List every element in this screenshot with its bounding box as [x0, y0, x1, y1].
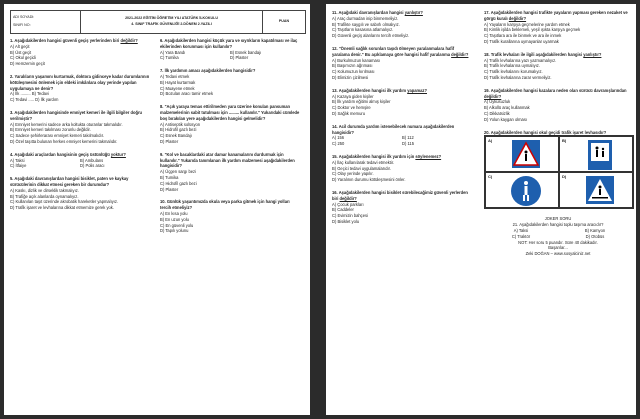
question-number: 18. — [484, 51, 490, 57]
answer-option: D) Elimizin çizilmesi — [332, 74, 369, 80]
answer-option: C) Muayene etmek — [160, 85, 195, 91]
question-stem: Yaralıların yaşamını kurtarmak, doktora gidinceye kadar durumlarının kötüleşmesini önlemek için eldeki imkânlara olay yerinde yapılan uygulamaya ne denir? — [10, 73, 150, 91]
answer-option: C) Hidrofil gazlı bezi — [160, 180, 197, 186]
answer-option: C) Sadece şehirlerarası emniyet kemeri takılmalıdır. — [10, 133, 104, 139]
question-number: 13. — [332, 87, 338, 93]
question — [160, 38, 300, 61]
answer-option: D) Trafik levhalarına zarar vermeliyiz. — [484, 74, 552, 80]
answer-option: A) Antiseptik solüsyon — [160, 121, 201, 127]
answer-option: D) Trafik işaret ve levhalarına dikkat etmemize gerek yok. — [10, 205, 114, 211]
question-emphasis: okul geçidi — [538, 129, 561, 135]
answer-option: A) Burkulmuzun kanaması — [332, 57, 381, 63]
answer-option: C) Okul geçidi — [10, 55, 36, 61]
question — [484, 130, 632, 210]
answer-option: B) Trafikte saygılı ve sabırlı olmalıyız. — [332, 21, 400, 27]
question — [332, 124, 472, 147]
school-sign-icon — [580, 138, 620, 172]
question-text — [484, 88, 632, 100]
question — [10, 110, 150, 145]
question — [160, 104, 300, 145]
question-emphasis: yanlıştır? — [404, 10, 423, 15]
answer-options-grid — [10, 158, 150, 170]
question-stem: Aşağıdakilerden hangisi küçük yara ve sıyrıkların kapatılması ve ilaç ekilerinden korunması için kullanılır? — [160, 38, 298, 49]
answer-option: C) En güvenli yolu — [160, 222, 194, 228]
question — [10, 38, 150, 67]
question-column-3 — [332, 10, 472, 232]
answer-option: C) Olay yerinde yapılır. — [332, 171, 374, 177]
good-luck-text: Başarılar... — [548, 245, 568, 251]
question-column-2 — [160, 38, 300, 241]
answer-option: A) İlk ......... B) Tedavi — [10, 91, 49, 97]
exam-page-right — [326, 4, 636, 415]
question-emphasis: değildir? — [508, 15, 527, 21]
pedestrian-path-sign-icon — [506, 174, 546, 208]
question-text — [10, 74, 150, 91]
question-text — [332, 46, 472, 58]
sign-option-label: A) — [488, 138, 493, 144]
answer-option: D) Yolun kaygan olması — [484, 116, 528, 122]
answer-option: D) 115 — [402, 141, 414, 147]
question-stem: Aşağıdakilerden hangisi ilk yardım — [338, 87, 407, 93]
question — [160, 152, 300, 193]
answer-options-grid — [332, 135, 472, 147]
question-number: 7. — [160, 68, 164, 74]
question-text — [10, 176, 150, 188]
answer-option: B) Kimlik işilda beklemeli, yeşil ışıkta karşıya geçmek — [484, 27, 581, 33]
answer-option: A) Emniyet kemerini sadece arka koltukta oturanlar takmalıdır. — [10, 121, 123, 127]
exam-title-line2: 4. SINIF TRAFİK GÜVENLİĞİ 2.DÖNEM 2.YAZILI — [131, 22, 212, 26]
question-text — [160, 152, 300, 169]
question-number: 2. — [10, 73, 14, 79]
answer-option: D) Özel taşıtta bulunan herkes emniyet kemerini takmalıdır. — [10, 138, 118, 144]
question-stem: Aşağıdakilerden hangisi kazalara neden olan sürücü davranışlarından — [490, 87, 627, 93]
answer-option: D) Sağlık memuru — [332, 110, 365, 116]
answer-option: A) Trafik levhalarına yazı yazmamalıyız. — [484, 57, 557, 63]
question-number: 8. — [160, 104, 164, 110]
answer-option: B) Trafiğe açık alanlarda oynamalıyız. — [10, 193, 79, 199]
question-emphasis: yapamaz? — [407, 87, 427, 93]
answer-option: A) Uykusuzluk — [484, 99, 511, 105]
question-number: 5. — [10, 176, 14, 182]
question — [332, 88, 472, 117]
answer-option: C) Esnek Bandajı — [160, 133, 192, 139]
question-emphasis: söylenemez? — [415, 153, 442, 159]
question-number: 6. — [160, 38, 164, 43]
exam-page-left — [4, 4, 310, 415]
question-column-4 — [484, 10, 632, 257]
pedestrian-crossing-sign-icon — [506, 138, 546, 172]
answer-option: A) Kaskı, dizlik ve dirseklik takmalıyız. — [10, 187, 79, 193]
question-stem: Aşağıdakilerden hangisi ilk yardım için — [338, 153, 415, 159]
joker-options — [484, 228, 632, 240]
answer-option: A) En kısa yolu — [160, 210, 188, 216]
answer-option: C) Traktör — [511, 233, 531, 239]
question-stem: Aşağıdaki araçlardan hangisinin geçiş üstünlüğü — [14, 151, 110, 157]
answer-option: B) Alkollü araç kullanmak — [484, 105, 530, 111]
traffic-sign-cell — [559, 172, 633, 208]
question-text — [160, 199, 300, 211]
answer-option: D) Tapılı yolunu — [160, 228, 189, 234]
crosswalk-sign-icon — [580, 174, 620, 208]
exam-header — [10, 10, 306, 34]
question-tail: trafik işaret levhasıdır? — [561, 129, 607, 135]
answer-option: B) İlk yardım eğitimi almış kişiler — [332, 99, 391, 105]
exam-note: NOT: Her soru 5 puandır. Süre 40 dakikadır. — [518, 239, 598, 245]
question-stem: Aşağıdakilerden hangisi bisiklet sürebilecağimiz güvenli yerlerden biri — [332, 189, 468, 201]
question-stem: "Önemli sağlık sorunları taşıdı ölmeyen yaralanmalara hafif yaralama denir." Bu açıklamaya göre hangisi hafif yaralanma — [332, 45, 455, 57]
question-number: 20. — [484, 129, 490, 135]
answer-option: A) Çocuk parkları — [332, 201, 364, 207]
question — [10, 74, 150, 103]
answer-option: D) Trafik kurallarına uymayanlar uyarmak — [484, 38, 559, 44]
question-text — [10, 38, 150, 44]
answer-option: D) Bozulan aracı tamir etmek — [160, 91, 214, 97]
answer-option: D) Polis aracı — [80, 163, 105, 169]
answer-option: B) En uzun yolu — [160, 216, 189, 222]
joker-title: JOKER SORU — [544, 216, 572, 222]
answer-option: A) Taksi — [513, 227, 529, 233]
traffic-sign-cell — [559, 136, 633, 172]
question — [332, 10, 472, 39]
answer-option: D) Otobüs — [585, 233, 605, 239]
answer-option: D) Hemzemin geçit — [10, 61, 45, 67]
answer-option: A) 156 — [332, 135, 345, 141]
traffic-sign-grid — [484, 135, 634, 209]
answer-option: B) Esnek bandajı — [230, 49, 262, 55]
question-number: 17. — [484, 10, 490, 15]
answer-option: C) Dikkatsizlik — [484, 110, 510, 116]
question-number: 19. — [484, 87, 490, 93]
question-text — [332, 124, 472, 136]
answer-option: A) Kazaya giden kişiler — [332, 93, 374, 99]
question-number: 11. — [332, 10, 338, 15]
answer-option: B) Üst geçit — [10, 49, 32, 55]
joker-question: 21. Aşağıdakilerden hangisi toplu taşıma aracıdır? — [512, 222, 604, 228]
question-emphasis: değildir? — [484, 93, 502, 99]
answer-option: A) Alt geçit — [10, 43, 30, 49]
answer-option: C) Kullanılan taşıt üzerinde akrobatik hareketler yapmalıyız. — [10, 199, 119, 205]
answer-option: C) Evimizin bahçesi — [332, 213, 368, 219]
author-credit: Zeki DOĞAN – www.sosyalciniz.net — [525, 251, 591, 257]
sign-option-label: C) — [488, 174, 493, 180]
answer-option: C) Doktor ve hemşire — [332, 105, 371, 111]
question-stem: Acil durumda yardım istenebilecek numara aşağıdakilerden hangisidir? — [332, 123, 455, 135]
answer-option: C) 250 — [332, 141, 345, 147]
question-stem: Aşağıdakilerden hangisinde emniyet kemeri ile ilgili bilgiler doğru verilmiştir? — [10, 109, 143, 121]
question-stem: Günlük yaşantımızda okula veya parka gitmek için hangi yolları tercih etmeliyiz? — [160, 199, 290, 211]
name-label: ADI SOYADI: — [13, 15, 35, 19]
answer-option: C) Taşıtların kasasına atlamalıyız. — [332, 27, 394, 33]
answer-option: D) Yaralının durumu kötüleşmesini önler. — [332, 177, 406, 183]
question-stem: "Kol ve bacaklardaki atar damar kanamalarını durdurmak için kullanılır." Yukarıda tanımlanan ilk yardım malzemesi aşağıdakilerden hangisidir? — [160, 151, 295, 169]
question-text — [332, 190, 472, 202]
answer-option: A) Tedavi etmek — [160, 73, 190, 79]
question-number: 3. — [10, 109, 14, 115]
question — [332, 154, 472, 183]
question-stem: Aşağıdakilerden hangisi — [490, 129, 538, 135]
question-emphasis: değildir? — [120, 38, 138, 43]
answer-option: D) Güvenli geçiş alanlarını tercih etmeliyiz. — [332, 33, 410, 39]
question — [160, 199, 300, 234]
question-stem: "Açık yaraya temas ettirilmeden yara üzerine konulan pansuman malzemelerinin sabit tutulması için ......... kullanılır." Yukarıdaki cümlede boş bırakılan yere aşağıdakilerden hangisi gelmelidir? — [160, 104, 300, 121]
answer-option: B) Trafik levhalarına uymalıyız. — [484, 63, 540, 69]
question — [484, 10, 632, 45]
question-text — [484, 10, 632, 22]
answer-option: A) Yara Bandı — [160, 49, 186, 55]
answer-options-grid — [160, 50, 300, 62]
answer-option: C) Taşıtlara ara ile binmek ve ara ile inmek — [484, 33, 562, 39]
exam-title-box — [81, 11, 263, 33]
question — [332, 190, 472, 225]
question-text — [160, 104, 300, 121]
sign-option-label: B) — [562, 138, 567, 144]
answer-option: B) Geçici tedavi uygulamalarıdır. — [332, 165, 391, 171]
question-stem: Aşağıdaki davranışlardan hangisi bisiklet, paten ve kaykay sürücülerinin dikkat etmesi gereken bir durumdur? — [10, 176, 129, 187]
question-emphasis: değildir? — [451, 51, 469, 57]
answer-option: D) Plaster — [160, 186, 179, 192]
question — [484, 88, 632, 123]
question-emphasis: yoktur? — [110, 151, 126, 157]
question-number: 1. — [10, 38, 14, 43]
answer-option: C) Tedavi ..... D) İlk yardım — [10, 97, 59, 103]
answer-option: B) Başımızın ağrıması — [332, 63, 373, 69]
question-number: 4. — [10, 151, 14, 157]
question-emphasis: değildir? — [339, 195, 357, 201]
answer-option: C) İtfaiye — [10, 163, 27, 169]
answer-option: B) Hayat kurtarmak — [160, 79, 196, 85]
answer-option: B) Emniyet kemeri takılması zorunlu değildir. — [10, 127, 91, 133]
question — [160, 68, 300, 97]
question-stem: Aşağıdakilerden hangisi trafikte yayaların yapması gereken nezaket ve görgü kuralı — [484, 10, 628, 21]
question-emphasis: yanlıştır? — [583, 51, 602, 57]
question-text — [10, 110, 150, 122]
question-stem: Aşağıdakilerden hangisi güvenli geçiş yerlerinden biri — [14, 38, 120, 43]
question-number: 15. — [332, 153, 338, 159]
answer-option: B) Caddeler — [332, 207, 354, 213]
answer-option: D) Plaster — [230, 55, 249, 61]
answer-option: B) Ambulans — [80, 157, 104, 163]
answer-option: B) Kamyon — [584, 227, 606, 233]
question-text — [160, 38, 300, 50]
answer-option: C) Tumika — [160, 55, 179, 61]
answer-option: A) Yayaların karşıya geçmelerine yardım etmek — [484, 21, 570, 27]
question — [484, 52, 632, 81]
class-label: SINIFI NO: — [13, 23, 31, 27]
joker-section — [484, 216, 632, 257]
exam-title-line1: 2021-2022 EĞİTİM ÖĞRETİM YILI ATATÜRK İLKOKULU — [125, 16, 218, 20]
student-info-box — [11, 11, 81, 33]
score-box: PUAN — [278, 19, 290, 23]
answer-option: B) Hidrofil gazlı bezi — [160, 127, 197, 133]
question — [10, 152, 150, 169]
question-number: 10. — [160, 199, 166, 205]
sign-option-label: D) — [562, 174, 567, 180]
question-number: 12. — [332, 45, 338, 51]
question — [332, 46, 472, 81]
answer-option: A) Araç durmadan inip binmemeliyiz. — [332, 15, 399, 21]
question-stem: Aşağıdaki davranışlardan hangisi — [338, 10, 404, 15]
question-stem: Trafik levhaları ile ilgili aşağıdakilerden hangisi — [490, 51, 583, 57]
answer-option: A) Taksi — [10, 157, 25, 163]
answer-option: C) Trafik levhalarını korumalıyız. — [484, 69, 543, 75]
answer-option: D) Bisiklet yolu — [332, 218, 360, 224]
answer-option: A) Üçgen sargı bezi — [160, 169, 196, 175]
question — [10, 176, 150, 211]
answer-option: D) Plaster — [160, 138, 179, 144]
question-stem: İlk yardımın amacı aşağıdakilerden hangisidir? — [164, 68, 256, 74]
question-number: 9. — [160, 151, 164, 157]
answer-option: B) Tumika — [160, 174, 179, 180]
traffic-sign-cell — [485, 136, 559, 172]
question-column-1 — [10, 38, 150, 218]
question-number: 14. — [332, 123, 338, 129]
traffic-sign-cell — [485, 172, 559, 208]
answer-option: A) İlaç kullanılarak tedavi etmektir. — [332, 159, 395, 165]
answer-option: B) 112 — [402, 135, 414, 141]
question-number: 16. — [332, 189, 338, 195]
answer-option: C) Kolumuzun kırılması — [332, 69, 375, 75]
